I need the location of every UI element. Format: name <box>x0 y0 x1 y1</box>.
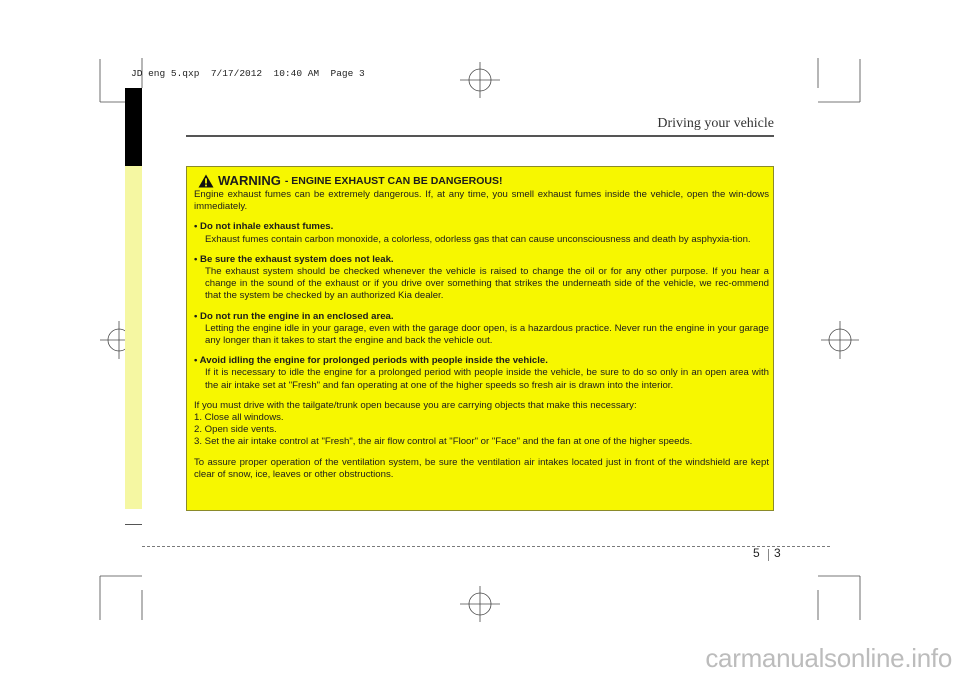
watermark: carmanualsonline.info <box>705 643 952 673</box>
bullet-title: • Avoid idling the engine for prolonged periods with people inside the vehicle. <box>194 355 548 367</box>
bullet-item <box>194 355 769 392</box>
warning-subtitle: - ENGINE EXHAUST CAN BE DANGEROUS! <box>284 175 503 187</box>
bullet-title: • Do not run the engine in an enclosed area. <box>194 310 394 322</box>
print-slug: JD eng 5.qxp 7/17/2012 10:40 AM Page 3 <box>131 68 365 79</box>
tailgate-intro: If you must drive with the tailgate/trunk open because you are carrying objects that make this necessary: <box>194 399 637 411</box>
header-rule <box>186 135 774 137</box>
bullet-text: The exhaust system should be checked whenever the vehicle is raised to change the oil or for any other purpose. If you hear a change in the sound of the exhaust or if you drive over something that strikes the underneath side of the vehicle, we rec-ommend that the system be checked by an authorized Kia dealer. <box>205 266 769 302</box>
step-item: 1. Close all windows. <box>194 412 284 424</box>
chapter-tab-yellow <box>125 166 142 509</box>
warning-heading <box>194 174 769 188</box>
step-item: 3. Set the air intake control at "Fresh", the air flow control at "Floor" or "Face" and the fan at one of the higher speeds. <box>194 436 693 448</box>
warning-box <box>186 166 774 511</box>
tab-end-line <box>125 524 142 525</box>
footer-dashed-rule <box>142 546 830 547</box>
bullet-title: • Be sure the exhaust system does not leak. <box>194 253 394 265</box>
chapter-tab-black <box>125 88 142 166</box>
bullet-text: If it is necessary to idle the engine for a prolonged period with people inside the vehicle, be sure to do so only in an open area with the air intake set at "Fresh" and fan operating at one of the higher speeds so fresh air is drawn into the interior. <box>205 367 769 391</box>
page-number-separator <box>768 549 769 561</box>
page-number: 3 <box>774 546 781 560</box>
warning-triangle-icon <box>198 174 214 188</box>
warning-word: WARNING <box>218 173 281 188</box>
section-title: Driving your vehicle <box>657 116 774 131</box>
step-item: 2. Open side vents. <box>194 424 277 436</box>
bullet-item <box>194 254 769 303</box>
chapter-number: 5 <box>753 546 760 560</box>
bullet-item <box>194 221 769 245</box>
bullet-text: Exhaust fumes contain carbon monoxide, a colorless, odorless gas that can cause unconsciousness and death by asphyxia-tion. <box>205 233 751 245</box>
bullet-text: Letting the engine idle in your garage, even with the garage door open, is a hazardous practice. Never run the engine in your garage any longer than it takes to start the engine and back the vehicle out. <box>205 322 769 347</box>
closing-paragraph: To assure proper operation of the ventilation system, be sure the ventilation air intakes located just in front of the windshield are kept clear of snow, ice, leaves or other obstructions. <box>194 456 769 480</box>
warning-intro: Engine exhaust fumes can be extremely dangerous. If, at any time, you smell exhaust fumes inside the vehicle, open the win-dows immediately. <box>194 189 769 213</box>
bullet-item <box>194 311 769 348</box>
bullet-title: • Do not inhale exhaust fumes. <box>194 221 334 233</box>
